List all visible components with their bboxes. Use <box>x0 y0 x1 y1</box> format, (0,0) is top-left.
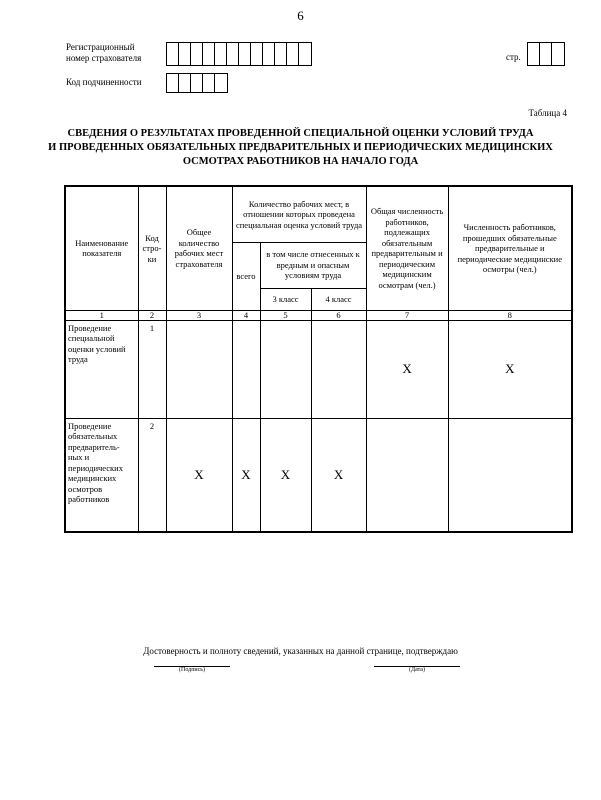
title-line1: СВЕДЕНИЯ О РЕЗУЛЬТАТАХ ПРОВЕДЕННОЙ СПЕЦИАЛЬНОЙ ОЦЕНКИ УСЛОВИЙ ТРУДА <box>67 128 534 139</box>
title-line3: ОСМОТРАХ РАБОТНИКОВ НА НАЧАЛО ГОДА <box>182 156 419 167</box>
header-assessed-workplaces: Количество рабочих мест, в отношении которых проведена специальная оценка условий труда <box>232 186 366 242</box>
cell-class3[interactable] <box>260 320 311 418</box>
cell-class4[interactable] <box>311 320 366 418</box>
row-name: Проведение обязательных предваритель- ных и периодических медицинских осмотров работников <box>65 418 138 532</box>
confirmation-text: Достоверность и полноту сведений, указанных на данной странице, подтверждаю <box>143 646 458 656</box>
cell-total[interactable] <box>166 320 232 418</box>
column-numbers-row <box>65 310 572 320</box>
row-name: Проведение специальной оценки условий труда <box>65 320 138 418</box>
assessment-table <box>64 185 573 533</box>
registration-number-label <box>66 42 141 64</box>
page-number: 6 <box>297 8 304 23</box>
date-caption: (Дата) <box>409 667 425 673</box>
cell-class4: X <box>311 418 366 532</box>
subordination-code-field[interactable] <box>166 73 228 93</box>
registration-label-line1: Регистрационный <box>66 42 135 52</box>
header-harmful: в том числе отнесенных к вредным и опасным условиям труда <box>260 242 366 288</box>
cell-subject[interactable] <box>366 418 448 532</box>
cell-all: X <box>232 418 260 532</box>
row-code: 2 <box>138 418 166 532</box>
registration-label-line2: номер страхователя <box>66 53 142 63</box>
signature-block <box>154 666 230 673</box>
column-number: 8 <box>448 310 572 320</box>
header-subject-to-exams: Общая численность работников, подлежащих обязательным предварительным и периодическим медицинским осмотрам (чел.) <box>366 186 448 310</box>
column-number: 7 <box>366 310 448 320</box>
title-line2: И ПРОВЕДЕННЫХ ОБЯЗАТЕЛЬНЫХ ПРЕДВАРИТЕЛЬНЫХ И ПЕРИОДИЧЕСКИХ МЕДИЦИНСКИХ <box>48 142 553 153</box>
cell-examined[interactable] <box>448 418 572 532</box>
cell-all[interactable] <box>232 320 260 418</box>
cell-subject: X <box>366 320 448 418</box>
registration-number-field[interactable] <box>166 42 312 66</box>
page-label: стр. <box>506 52 521 62</box>
column-number: 3 <box>166 310 232 320</box>
column-number: 5 <box>260 310 311 320</box>
page-number-field[interactable] <box>527 42 565 66</box>
header-code: Код стро- ки <box>138 186 166 310</box>
subordination-code-label: Код подчиненности <box>66 77 142 87</box>
cell-total: X <box>166 418 232 532</box>
date-block <box>374 666 460 673</box>
header-name: Наименование показателя <box>65 186 138 310</box>
header-total-workplaces: Общее количество рабочих мест страхователя <box>166 186 232 310</box>
cell-class3: X <box>260 418 311 532</box>
column-number: 2 <box>138 310 166 320</box>
header-class3: 3 класс <box>260 288 311 310</box>
column-number: 6 <box>311 310 366 320</box>
cell-examined: X <box>448 320 572 418</box>
table-row <box>65 320 572 418</box>
column-number: 4 <box>232 310 260 320</box>
header-class4: 4 класс <box>311 288 366 310</box>
signature-caption: (Подпись) <box>178 667 206 673</box>
page-title <box>40 127 561 169</box>
column-number: 1 <box>65 310 138 320</box>
header-all: всего <box>232 242 260 310</box>
table-row <box>65 418 572 532</box>
row-code: 1 <box>138 320 166 418</box>
table-label: Таблица 4 <box>528 108 567 118</box>
header-examined: Численность работников, прошедших обязательные предварительные и периодические медицинские осмотры (чел.) <box>448 186 572 310</box>
